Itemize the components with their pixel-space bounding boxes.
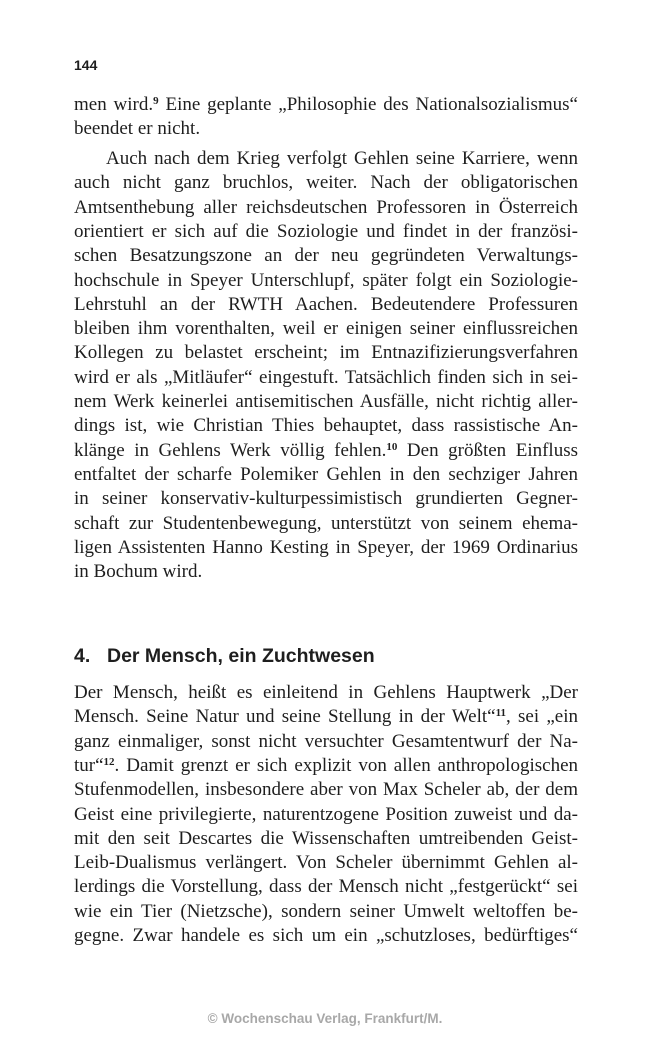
- footnote-marker: 9: [153, 95, 159, 107]
- text-line: [74, 681, 578, 705]
- text-line: [74, 117, 578, 141]
- text-segment: schen Besatzungszone an der neu gegründeten Verwaltungs-: [74, 245, 578, 267]
- text-line: [74, 730, 578, 754]
- text-line: [74, 293, 578, 317]
- text-line: [74, 851, 578, 875]
- section-heading: [74, 645, 375, 668]
- copyright-footer: © Wochenschau Verlag, Frankfurt/M.: [207, 1011, 443, 1026]
- page-number: 144: [74, 57, 98, 73]
- text-segment: klänge in Gehlens Werk völlig fehlen.: [74, 439, 387, 461]
- text-line: [74, 366, 578, 390]
- text-segment: schaft zur Studentenbewegung, unterstützt von seinem ehema-: [74, 512, 578, 534]
- text-segment: . Damit grenzt er sich explizit von allen anthropologischen: [114, 754, 578, 776]
- text-segment: mit den seit Descartes die Wissenschaften umtreibenden Geist-: [74, 827, 578, 849]
- text-segment: nem Werk keinerlei antisemitischen Ausfälle, nicht richtig aller-: [74, 391, 578, 412]
- text-segment: ligen Assistenten Hanno Kesting in Speyer, der 1969 Ordinarius: [74, 536, 578, 558]
- text-line: [74, 269, 578, 293]
- text-segment: tur“: [74, 754, 104, 776]
- text-segment: wie ein Tier (Nietzsche), sondern seiner Umwelt weltoffen be-: [74, 900, 578, 922]
- text-line: [74, 778, 578, 802]
- text-segment: ganz einmaliger, sonst nicht versuchter Gesamtentwurf der Na-: [74, 730, 578, 752]
- text-line: [74, 900, 578, 924]
- section-number: 4.: [74, 645, 91, 667]
- text-line: [74, 220, 578, 244]
- text-line: [74, 390, 578, 414]
- footnote-marker: 12: [103, 755, 115, 768]
- text-segment: , sei „ein: [506, 706, 578, 728]
- text-line: [74, 414, 578, 438]
- text-segment: Lehrstuhl an der RWTH Aachen. Bedeutendere Professuren: [74, 293, 578, 315]
- text-segment: men wird.: [74, 94, 154, 115]
- text-segment: auch nicht ganz bruchlos, weiter. Nach der obligatorischen: [74, 172, 578, 194]
- text-line: [74, 341, 578, 365]
- text-line: [74, 924, 578, 948]
- text-segment: Mensch. Seine Natur und seine Stellung in der Welt“: [74, 706, 496, 728]
- text-segment: wird er als „Mitläufer“ eingestuft. Tatsächlich finden sich in sei-: [74, 366, 578, 388]
- text-line: [74, 487, 578, 511]
- text-line: [74, 439, 578, 463]
- text-line: [74, 803, 578, 827]
- text-segment: Geist eine privilegierte, naturentzogene Position zuweist und da-: [74, 803, 578, 825]
- text-segment: Kollegen zu belastet erscheint; im Entnazifizierungsverfahren: [74, 342, 578, 364]
- text-line: [74, 536, 578, 560]
- footnote-marker: 10: [386, 440, 398, 453]
- text-line: [74, 463, 578, 487]
- text-segment: lerdings die Vorstellung, dass der Mensch nicht „festgerückt“ sei: [74, 876, 578, 898]
- footnote-marker: 11: [495, 707, 507, 720]
- text-line: [74, 244, 578, 268]
- text-line: [74, 827, 578, 851]
- text-line: [74, 875, 578, 899]
- text-line: [74, 196, 578, 220]
- text-segment: gegne. Zwar handele es sich um ein „schutzloses, bedürftiges“: [74, 925, 578, 946]
- text-segment: orientiert er sich auf die Soziologie und findet in der französi-: [74, 220, 578, 242]
- text-segment: Der Mensch, heißt es einleitend in Gehlens Hauptwerk „Der: [74, 682, 578, 703]
- text-line: [74, 317, 578, 341]
- text-line: [74, 705, 578, 729]
- text-segment: Amtsenthebung aller reichsdeutschen Professoren in Österreich: [74, 196, 578, 218]
- text-line: [106, 147, 578, 171]
- text-segment: dings ist, wie Christian Thies behauptet, dass rassistische An-: [74, 415, 578, 437]
- text-line: [74, 754, 578, 778]
- text-segment: entfaltet der scharfe Polemiker Gehlen in den sechziger Jahren: [74, 463, 578, 485]
- text-segment: Eine geplante „Philosophie des Nationalsozialismus“: [158, 94, 578, 115]
- text-segment: Den größten Einfluss: [397, 439, 578, 461]
- text-line: [74, 93, 578, 117]
- text-segment: Stufenmodellen, insbesondere aber von Max Scheler ab, der dem: [74, 779, 578, 801]
- text-segment: hochschule in Speyer Unterschlupf, später folgt ein Soziologie-: [74, 269, 578, 291]
- text-segment: in seiner konservativ-kulturpessimistisch grundierten Gegner-: [74, 488, 578, 510]
- text-segment: Auch nach dem Krieg verfolgt Gehlen seine Karriere, wenn: [106, 148, 578, 169]
- text-segment: beendet er nicht.: [74, 118, 201, 140]
- text-line: [74, 560, 578, 584]
- text-segment: bleiben ihm vorenthalten, weil er einigen seiner einflussreichen: [74, 318, 578, 340]
- text-segment: Leib-Dualismus verlängert. Von Scheler übernimmt Gehlen al-: [74, 852, 578, 874]
- text-line: [74, 512, 578, 536]
- section-title: Der Mensch, ein Zuchtwesen: [107, 645, 375, 667]
- text-segment: in Bochum wird.: [74, 561, 203, 583]
- text-line: [74, 171, 578, 195]
